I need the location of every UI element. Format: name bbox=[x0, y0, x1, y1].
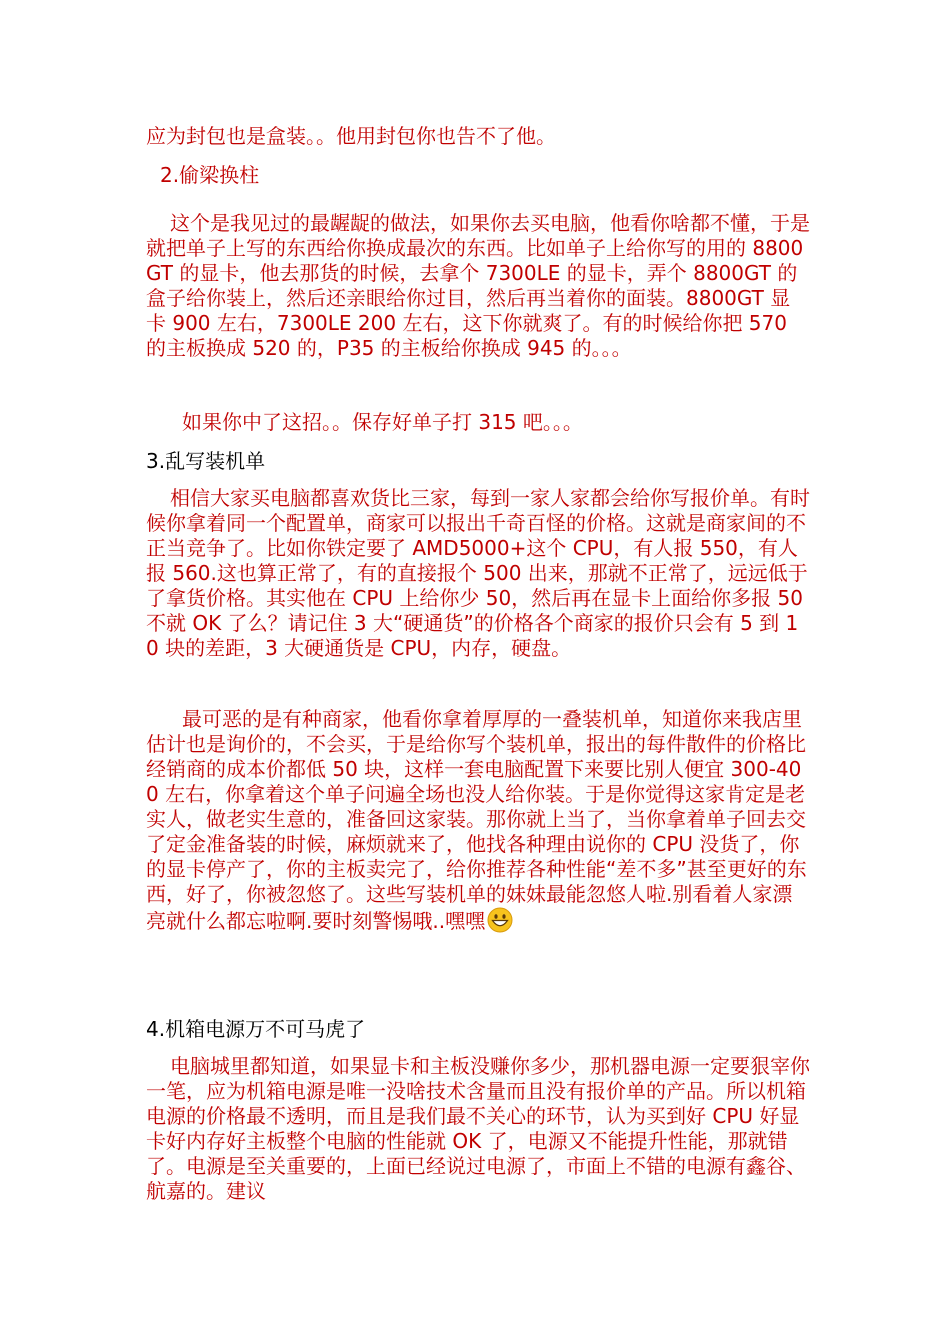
section-heading-2: 2.偷梁换柱 bbox=[160, 163, 260, 187]
intro-line: 应为封包也是盒装。。他用封包你也告不了他。 bbox=[146, 124, 556, 148]
grinning-face-emoji-icon bbox=[487, 907, 513, 933]
section-heading-4: 4.机箱电源万不可马虎了 bbox=[146, 1017, 366, 1041]
section-heading-3: 3.乱写装机单 bbox=[146, 449, 266, 473]
section-4-paragraph-1: 电脑城里都知道，如果显卡和主板没赚你多少，那机器电源一定要狠宰你一笔，应为机箱电源是唯一没啥技术含量而且没有报价单的产品。所以机箱电源的价格最不透明，而且是我们最不关心的环节，认为买到好 CPU 好显卡好内存好主板整个电脑的性能就 OK 了，电源又不能提升性能，那就错了。电源是至关重要的，上面已经说过电源了，市面上不错的电源有鑫谷、航嘉的。建议 bbox=[146, 1054, 810, 1203]
section-3-paragraph-1: 相信大家买电脑都喜欢货比三家，每到一家人家都会给你写报价单。有时候你拿着同一个配置单，商家可以报出千奇百怪的价格。这就是商家间的不正当竞争了。比如你铁定要了 AMD5000+这个 CPU，有人报 550，有人报 560.这也算正常了，有的直接报个 500 出来，那就不正常了，远远低于了拿货价格。其实他在 CPU 上给你少 50，然后再在显卡上面给你多报 50 不就 OK 了么？请记住 3 大“硬通货”的价格各个商家的报价只会有 5 到 10 块的差距，3 大硬通货是 CPU，内存，硬盘。 bbox=[146, 486, 810, 660]
section-2-paragraph-2: 如果你中了这招。。保存好单子打 315 吧。。。 bbox=[182, 410, 583, 434]
section-2-paragraph-1: 这个是我见过的最龌龊的做法，如果你去买电脑，他看你啥都不懂，于是就把单子上写的东西给你换成最次的东西。比如单子上给你写的用的 8800GT 的显卡，他去那货的时候，去拿个 7300LE 的显卡，弄个 8800GT 的盒子给你装上，然后还亲眼给你过目，然后再当着你的面装。8800GT 显卡 900 左右，7300LE 200 左右，这下你就爽了。有的时候给你把 570 的主板换成 520 的，P35 的主板给你换成 945 的。。。 bbox=[146, 211, 810, 360]
section-3-paragraph-2 bbox=[146, 707, 810, 934]
section-3-paragraph-2-text: 最可恶的是有种商家，他看你拿着厚厚的一叠装机单，知道你来我店里估计也是询价的，不会买，于是给你写个装机单，报出的每件散件的价格比经销商的成本价都低 50 块，这样一套电脑配置下来要比别人便宜 300-400 左右，你拿着这个单子问遍全场也没人给你装。于是你觉得这家肯定是老实人，做老实生意的，准备回这家装。那你就上当了，当你拿着单子回去交了定金准备装的时候，麻烦就来了，他找各种理由说你的 CPU 没货了，你的显卡停产了，你的主板卖完了，给你推荐各种性能“差不多”甚至更好的东西，好了，你被忽悠了。这些写装机单的妹妹最能忽悠人啦.别看着人家漂亮就什么都忘啦啊.要时刻警惕哦..嘿嘿 bbox=[146, 707, 807, 933]
